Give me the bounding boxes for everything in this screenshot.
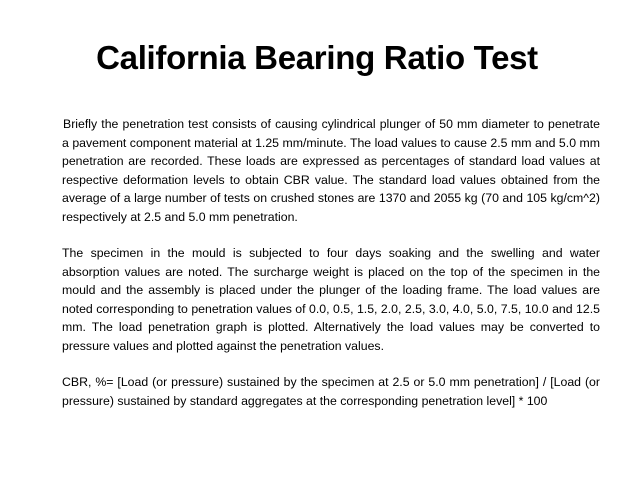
paragraph-penetration-test: Briefly the penetration test consists of causing cylindrical plunger of 50 mm diameter to penetrate a pavement component material at 1.25 mm/minute. The load values to cause 2.5 mm and 5.0 mm penetration are recorded. These loads are expressed as percentages of standard load values at respective deformation levels to obtain CBR value. The standard load values obtained from the average of a large number of tests on crushed stones are 1370 and 2055 kg (70 and 105 kg/cm^2) respectively at 2.5 and 5.0 mm penetration. xyxy=(62,117,600,224)
paragraph-specimen-procedure: The specimen in the mould is subjected to four days soaking and the swelling and water absorption values are noted. The surcharge weight is placed on the top of the specimen in the mould and the assembly is placed under the plunger of the loading frame. The load values are noted corresponding to penetration values of 0.0, 0.5, 1.5, 2.0, 2.5, 3.0, 4.0, 5.0, 7.5, 10.0 and 12.5 mm. The load penetration graph is plotted. Alternatively the load values may be converted to pressure values and plotted against the penetration values. xyxy=(62,246,600,353)
slide-title: California Bearing Ratio Test xyxy=(96,39,538,76)
paragraph-cbr-formula: CBR, %= [Load (or pressure) sustained by the specimen at 2.5 or 5.0 mm penetration] / [Load (or pressure) sustained by standard aggregates at the corresponding penetration level] * 100 xyxy=(62,375,600,408)
slide-body xyxy=(62,115,600,410)
